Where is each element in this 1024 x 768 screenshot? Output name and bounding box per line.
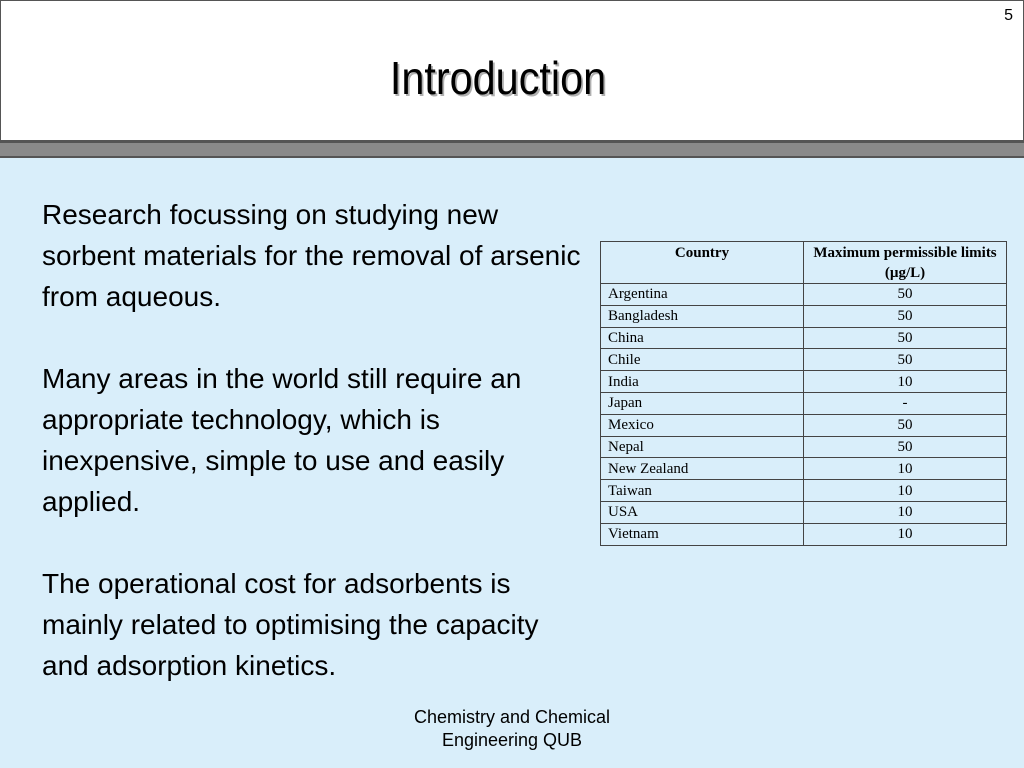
table-row	[601, 284, 1007, 306]
cell-limit: 50	[804, 349, 1007, 371]
cell-country: Bangladesh	[601, 305, 804, 327]
cell-limit: 10	[804, 523, 1007, 545]
paragraph-operational-cost: The operational cost for adsorbents is mainly related to optimising the capacity and adsorption kinetics.	[42, 568, 539, 681]
cell-country: Japan	[601, 392, 804, 414]
cell-limit: 50	[804, 284, 1007, 306]
cell-limit: 10	[804, 480, 1007, 502]
table-row	[601, 371, 1007, 393]
cell-limit: 50	[804, 327, 1007, 349]
table-header-row	[601, 242, 1007, 284]
table-row	[601, 458, 1007, 480]
cell-limit: 10	[804, 501, 1007, 523]
arsenic-limits-table	[600, 241, 1007, 546]
table-body	[601, 284, 1007, 546]
cell-country: Chile	[601, 349, 804, 371]
column-header-country: Country	[601, 242, 804, 284]
cell-limit: 10	[804, 458, 1007, 480]
cell-country: USA	[601, 501, 804, 523]
page-number: 5	[1004, 7, 1013, 24]
table-row	[601, 349, 1007, 371]
cell-limit: 50	[804, 305, 1007, 327]
cell-country: Argentina	[601, 284, 804, 306]
slide-header	[0, 0, 1024, 141]
cell-country: Nepal	[601, 436, 804, 458]
table-row	[601, 480, 1007, 502]
header-divider-bar	[0, 141, 1024, 158]
cell-limit: 50	[804, 414, 1007, 436]
cell-country: Vietnam	[601, 523, 804, 545]
table-row	[601, 392, 1007, 414]
cell-country: China	[601, 327, 804, 349]
column-header-limits: Maximum permissible limits (µg/L)	[804, 242, 1007, 284]
cell-country: New Zealand	[601, 458, 804, 480]
table-row	[601, 305, 1007, 327]
slide-title: Introduction	[389, 52, 607, 104]
footer-line-2: Engineering QUB	[441, 730, 583, 750]
footer-text	[340, 706, 684, 752]
footer-line-1: Chemistry and Chemical	[413, 707, 611, 727]
table-row	[601, 414, 1007, 436]
cell-country: India	[601, 371, 804, 393]
table-row	[601, 436, 1007, 458]
cell-limit: 10	[804, 371, 1007, 393]
cell-limit: 50	[804, 436, 1007, 458]
slide-body	[0, 158, 1024, 768]
cell-country: Mexico	[601, 414, 804, 436]
paragraph-technology: Many areas in the world still require an appropriate technology, which is inexpensive, simple to use and easily applied.	[42, 363, 522, 517]
table-row	[601, 501, 1007, 523]
cell-country: Taiwan	[601, 480, 804, 502]
table-row	[601, 327, 1007, 349]
table-row	[601, 523, 1007, 545]
cell-limit: -	[804, 392, 1007, 414]
body-text	[42, 194, 592, 727]
paragraph-research: Research focussing on studying new sorbent materials for the removal of arsenic from aqueous.	[42, 199, 581, 312]
